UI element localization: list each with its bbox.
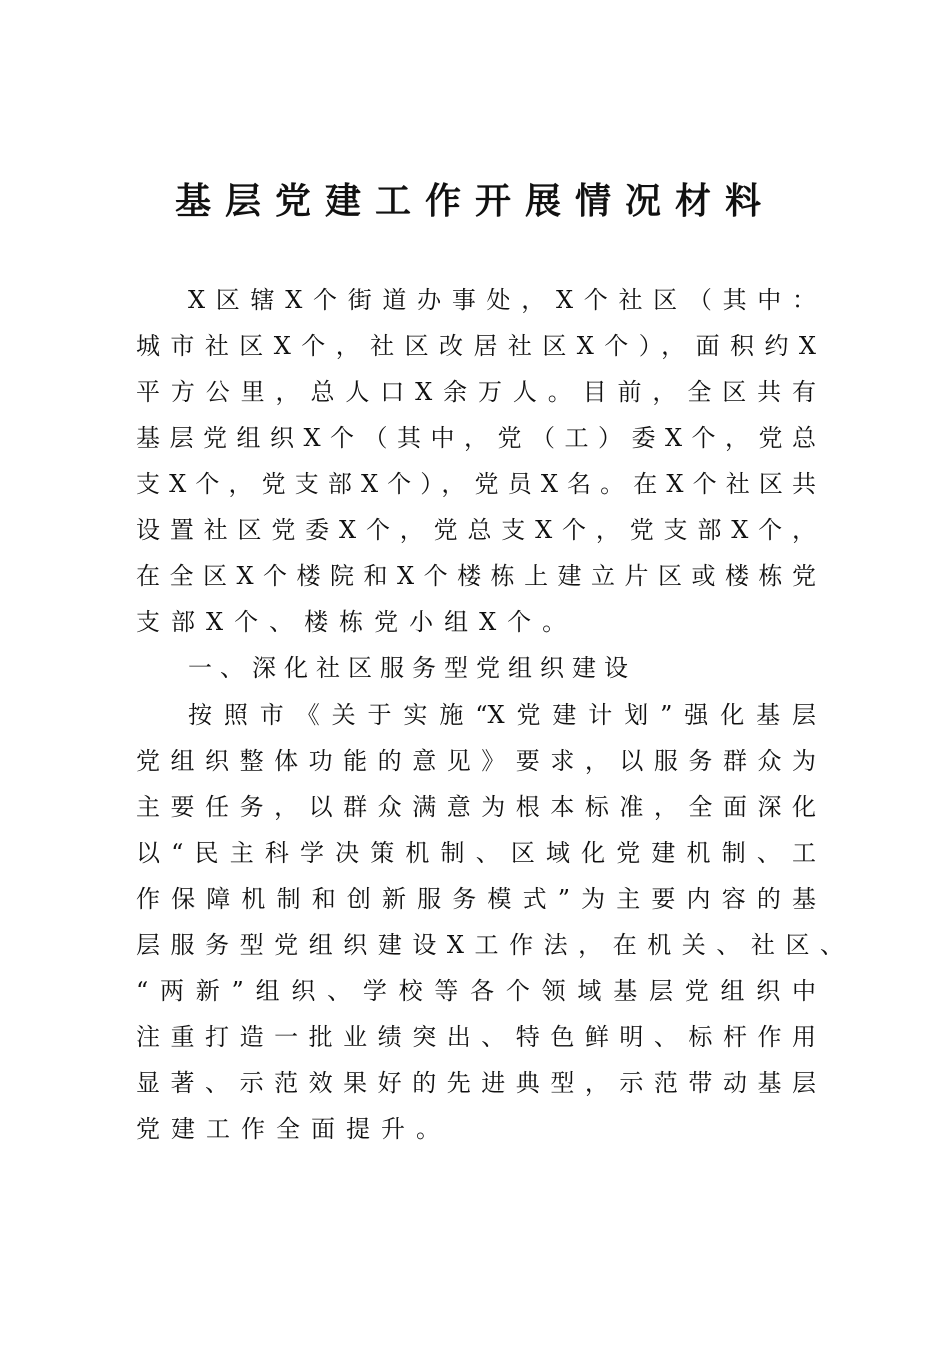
paragraph-line: 以“民主科学决策机制、区域化党建机制、工 — [136, 839, 816, 867]
paragraph-line: 层服务型党组织建设X工作法，在机关、社区、 — [136, 931, 844, 959]
paragraph-line: 注重打造一批业绩突出、特色鲜明、标杆作用 — [136, 1023, 816, 1051]
paragraph-line: 党建工作全面提升。 — [136, 1115, 451, 1143]
paragraph-line: 城市社区X个，社区改居社区X个），面积约X — [136, 332, 816, 360]
paragraph-line: 设置社区党委X个，党总支X个，党支部X个， — [136, 516, 816, 544]
paragraph-line: 按照市《关于实施“X党建计划”强化基层 — [188, 701, 816, 729]
paragraph-line: 支X个，党支部X个），党员X名。在X个社区共 — [136, 470, 816, 498]
section-heading: 一、深化社区服务型党组织建设 — [188, 654, 636, 682]
paragraph-line: 支部X个、楼栋党小组X个。 — [136, 608, 578, 636]
paragraph-line: 平方公里，总人口X余万人。目前，全区共有 — [136, 378, 816, 406]
paragraph-line: 在全区X个楼院和X个楼栋上建立片区或楼栋党 — [136, 562, 816, 590]
paragraph-line: 作保障机制和创新服务模式”为主要内容的基 — [136, 885, 816, 913]
paragraph-line: 显著、示范效果好的先进典型，示范带动基层 — [136, 1069, 816, 1097]
document-title: 基层党建工作开展情况材料 — [174, 181, 775, 222]
paragraph-line: 主要任务，以群众满意为根本标准，全面深化 — [136, 793, 816, 821]
paragraph-line: X区辖X个街道办事处，X个社区（其中： — [188, 286, 816, 314]
paragraph-line: 党组织整体功能的意见》要求，以服务群众为 — [136, 747, 816, 775]
paragraph-line: 基层党组织X个（其中，党（工）委X个，党总 — [136, 424, 816, 452]
paragraph-line: “两新”组织、学校等各个领域基层党组织中 — [136, 977, 816, 1005]
